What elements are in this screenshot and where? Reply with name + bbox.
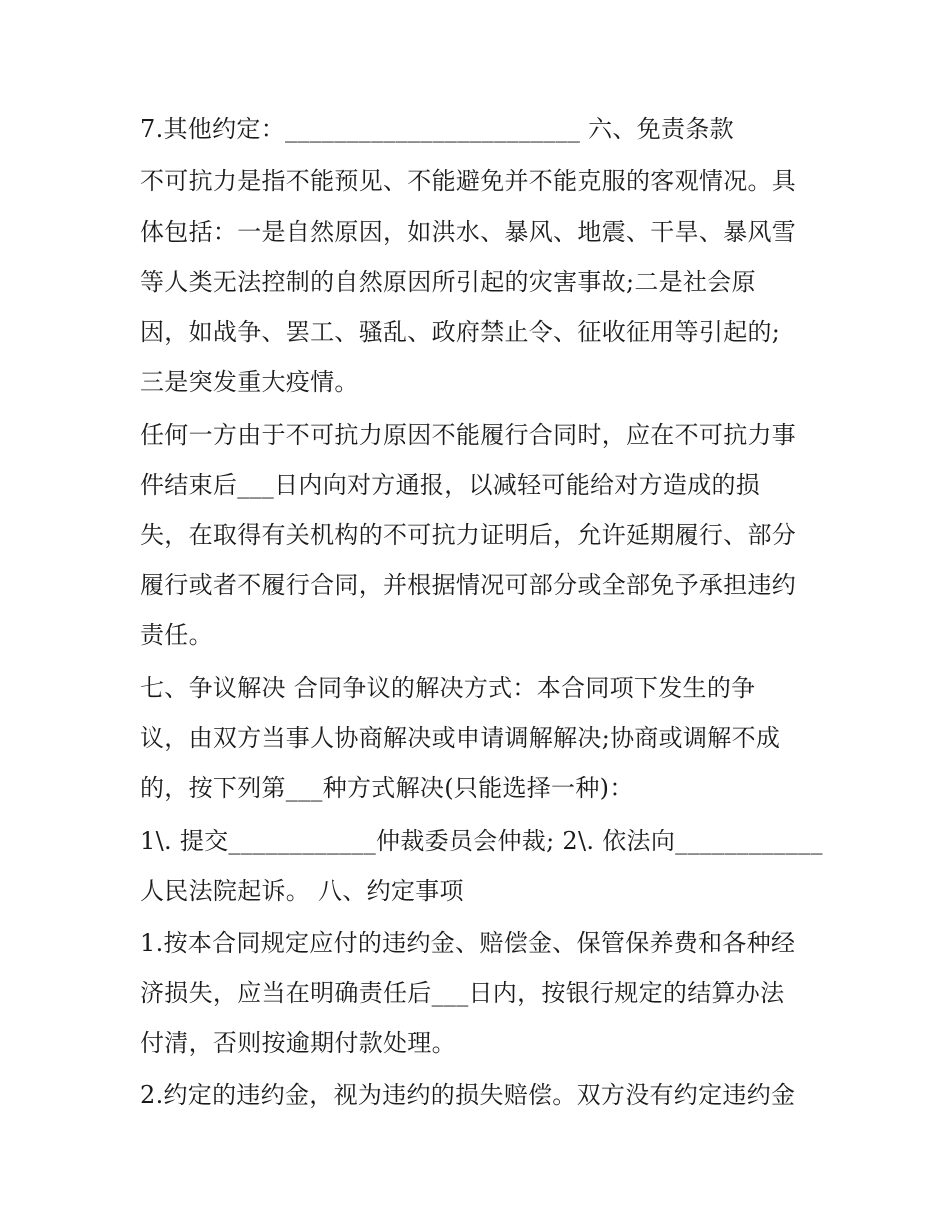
text-line: 任何一方由于不可抗力原因不能履行合同时，应在不可抗力事: [140, 421, 797, 449]
text-line: 等人类无法控制的自然原因所引起的灾害事故;二是社会原: [140, 268, 756, 296]
text-line: 付清，否则按逾期付款处理。: [140, 1029, 456, 1057]
text-line: 因，如战争、罢工、骚乱、政府禁止令、征收征用等引起的;: [140, 318, 781, 346]
text-line: 人民法院起诉。 八、约定事项: [140, 877, 464, 905]
text-line: 2.约定的违约金，视为违约的损失赔偿。双方没有约定违约金: [140, 1081, 796, 1109]
text-line: 失，在取得有关机构的不可抗力证明后，允许延期履行、部分: [140, 521, 797, 549]
text-line: 的，按下列第___种方式解决(只能选择一种)：: [140, 774, 634, 802]
text-line: 1.按本合同规定应付的违约金、赔偿金、保管保养费和各种经: [140, 929, 796, 957]
text-line: 1\. 提交____________仲裁委员会仲裁; 2\. 依法向____________: [140, 827, 823, 855]
text-line: 体包括：一是自然原因，如洪水、暴风、地震、干旱、暴风雪: [140, 218, 797, 246]
text-line: 履行或者不履行合同，并根据情况可部分或全部免予承担违约: [140, 571, 797, 599]
text-line: 不可抗力是指不能预见、不能避免并不能克服的客观情况。具: [140, 167, 797, 195]
text-line: 7.其他约定：________________________ 六、免责条款: [140, 115, 734, 143]
text-line: 议，由双方当事人协商解决或申请调解解决;协商或调解不成: [140, 724, 781, 752]
text-line: 济损失，应当在明确责任后___日内，按银行规定的结算办法: [140, 979, 785, 1007]
text-line: 三是突发重大疫情。: [140, 368, 359, 396]
text-line: 七、争议解决 合同争议的解决方式：本合同项下发生的争: [140, 674, 756, 702]
text-line: 件结束后___日内向对方通报，以减轻可能给对方造成的损: [140, 471, 761, 499]
text-line: 责任。: [140, 621, 213, 649]
